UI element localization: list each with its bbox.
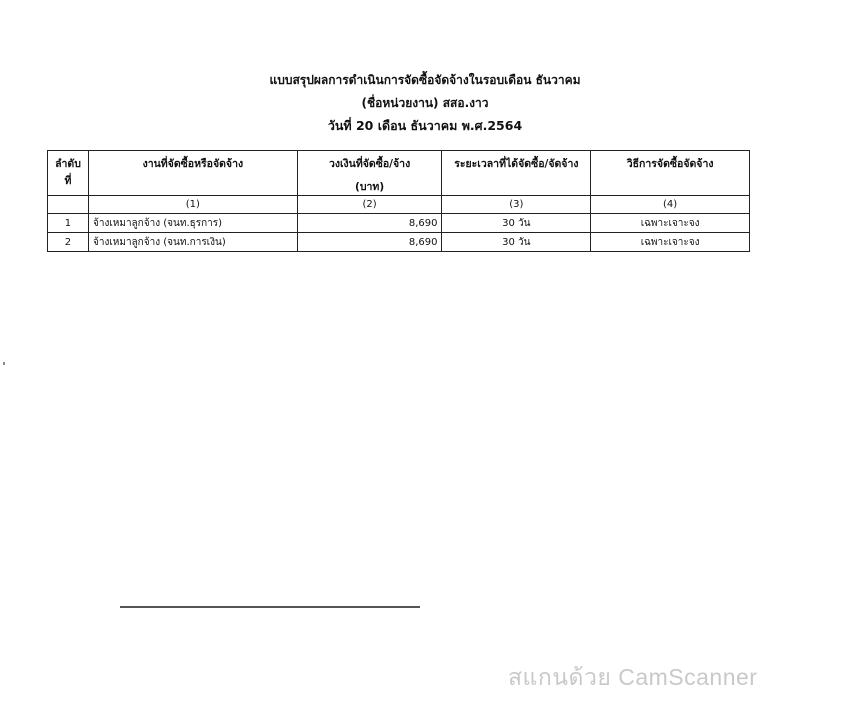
column-number-row xyxy=(48,196,750,214)
table-row xyxy=(48,214,750,233)
row-budget: 8,690 xyxy=(297,233,442,252)
column-number: (2) xyxy=(297,196,442,214)
header-budget-label: วงเงินที่จัดซื้อ/จ้าง xyxy=(328,158,411,170)
row-method: เฉพาะเจาะจง xyxy=(591,233,750,252)
header-no: ลำดับที่ xyxy=(48,151,89,196)
agency-name: (ชื่อหน่วยงาน) สสอ.งาว xyxy=(361,96,489,110)
column-number: (4) xyxy=(591,196,750,214)
row-period: 30 วัน xyxy=(442,214,591,233)
row-no: 1 xyxy=(48,214,89,233)
scan-speck xyxy=(3,362,5,365)
document-title: แบบสรุปผลการดำเนินการจัดซื้อจัดจ้างในรอบเดือน ธันวาคม xyxy=(269,73,581,87)
column-number: (1) xyxy=(88,196,297,214)
header-method: วิธีการจัดซื้อจัดจ้าง xyxy=(591,151,750,196)
camscanner-watermark: สแกนด้วย CamScanner xyxy=(508,664,758,690)
header-period: ระยะเวลาที่ได้จัดซื้อ/จัดจ้าง xyxy=(442,151,591,196)
scan-line-divider xyxy=(120,606,420,608)
table-row xyxy=(48,233,750,252)
row-method: เฉพาะเจาะจง xyxy=(591,214,750,233)
column-number-blank xyxy=(48,196,89,214)
procurement-table xyxy=(47,150,750,252)
row-no: 2 xyxy=(48,233,89,252)
header-budget-unit: (บาท) xyxy=(355,181,385,193)
document-date: วันที่ 20 เดือน ธันวาคม พ.ศ.2564 xyxy=(327,118,523,133)
header-task: งานที่จัดซื้อหรือจัดจ้าง xyxy=(88,151,297,196)
column-number: (3) xyxy=(442,196,591,214)
table-header-row xyxy=(48,151,750,196)
row-period: 30 วัน xyxy=(442,233,591,252)
row-budget: 8,690 xyxy=(297,214,442,233)
header-budget xyxy=(297,151,442,196)
row-task: จ้างเหมาลูกจ้าง (จนท.การเงิน) xyxy=(88,233,297,252)
row-task: จ้างเหมาลูกจ้าง (จนท.ธุรการ) xyxy=(88,214,297,233)
